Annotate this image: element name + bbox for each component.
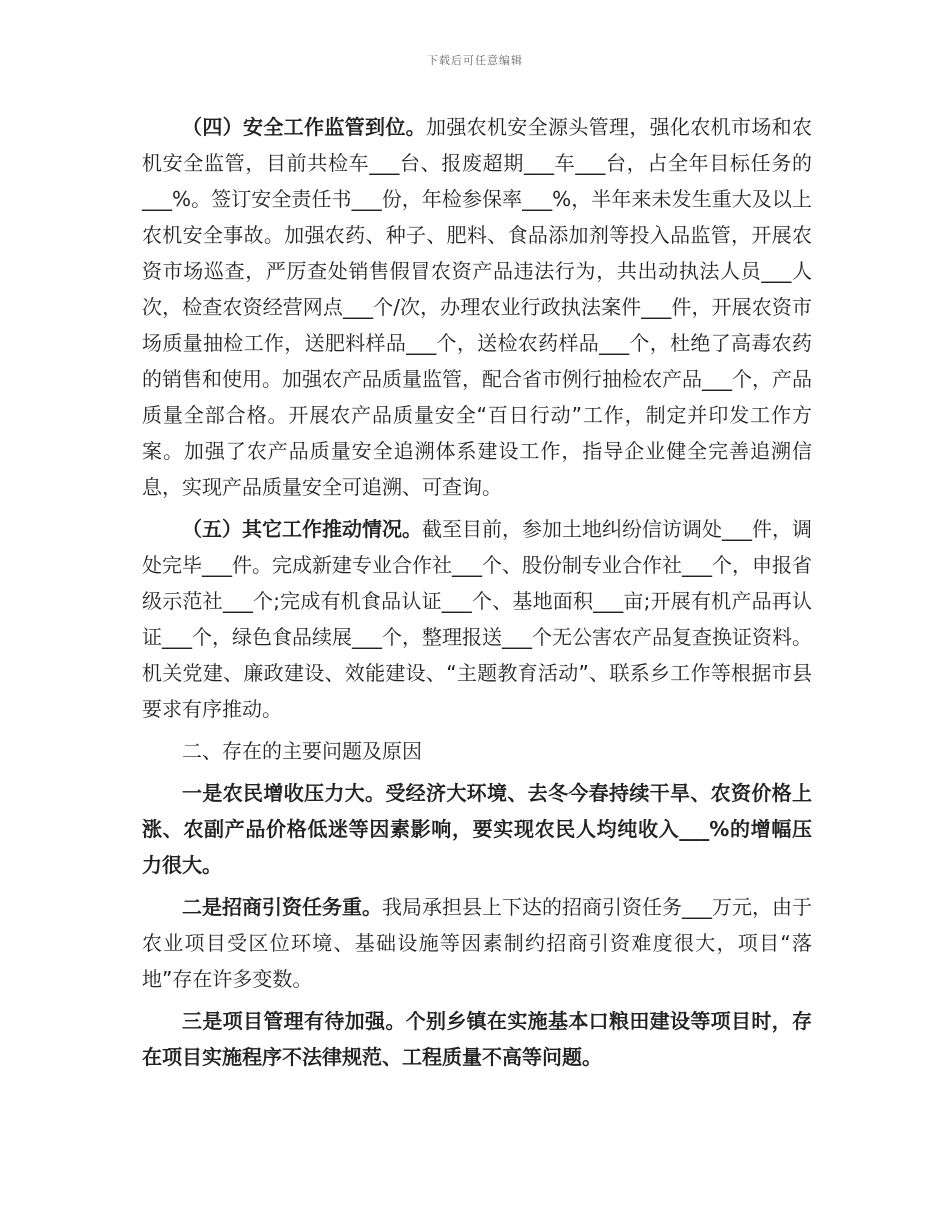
document-body [142,109,812,1075]
paragraph-title: （四）安全工作监管到位。 [182,115,426,139]
page-header: 下载后可任意编辑 [427,54,523,67]
paragraph-problem-project [142,1003,812,1075]
paragraph-title: （五）其它工作推动情况。 [182,517,422,541]
paragraph-title: 三是项目管理有待加强。 [182,1009,406,1033]
paragraph-text: 受经济大环境、去冬今春持续干旱、农资价格上涨、农副产品价格低迷等因素影响，要实现农民人均纯收入___%的增幅压力很大。 [142,781,813,877]
paragraph-problem-income [142,775,812,883]
paragraph-text: 截至目前，参加土地纠纷信访调处___件，调处完毕___件。完成新建专业合作社___个、股份制专业合作社___个，申报省级示范社___个;完成有机食品认证___个、基地面积___亩;开展有机产品再认证___个，绿色食品续展___个，整理报送___个无公害农产品复查换证资料。机关党建、廉政建设、效能建设、“主题教育活动”、联系乡工作等根据市县要求有序推动。 [142,517,812,721]
paragraph-title: 二是招商引资任务重。 [182,895,382,919]
paragraph-safety-supervision [142,109,812,505]
paragraph-problem-investment [142,889,812,997]
paragraph-text: 加强农机安全源头管理，强化农机市场和农机安全监管，目前共检车___台、报废超期___车___台，占全年目标任务的___%。签订安全责任书___份，年检参保率___%，半年来未发生重大及以上农机安全事故。加强农药、种子、肥料、食品添加剂等投入品监管，开展农资市场巡查，严厉查处销售假冒农资产品违法行为，共出动执法人员___人次，检查农资经营网点___个/次，办理农业行政执法案件___件，开展农资市场质量抽检工作，送肥料样品___个，送检农药样品___个，杜绝了高毒农药的销售和使用。加强农产品质量监管，配合省市例行抽检农产品___个，产品质量全部合格。开展农产品质量安全“百日行动”工作，制定并印发工作方案。加强了农产品质量安全追溯体系建设工作，指导企业健全完善追溯信息，实现产品质量安全可追溯、可查询。 [142,115,812,499]
paragraph-title: 一是农民增收压力大。 [182,781,386,805]
section-heading: 二、存在的主要问题及原因 [182,739,422,763]
paragraph-other-work [142,511,812,727]
paragraph-text: 个别乡镇在实施基本口粮田建设等项目时，存在项目实施程序不法律规范、工程质量不高等问题。 [142,1009,813,1069]
paragraph-text: 我局承担县上下达的招商引资任务___万元，由于农业项目受区位环境、基础设施等因素制约招商引资难度很大，项目“落地”存在许多变数。 [142,895,812,991]
